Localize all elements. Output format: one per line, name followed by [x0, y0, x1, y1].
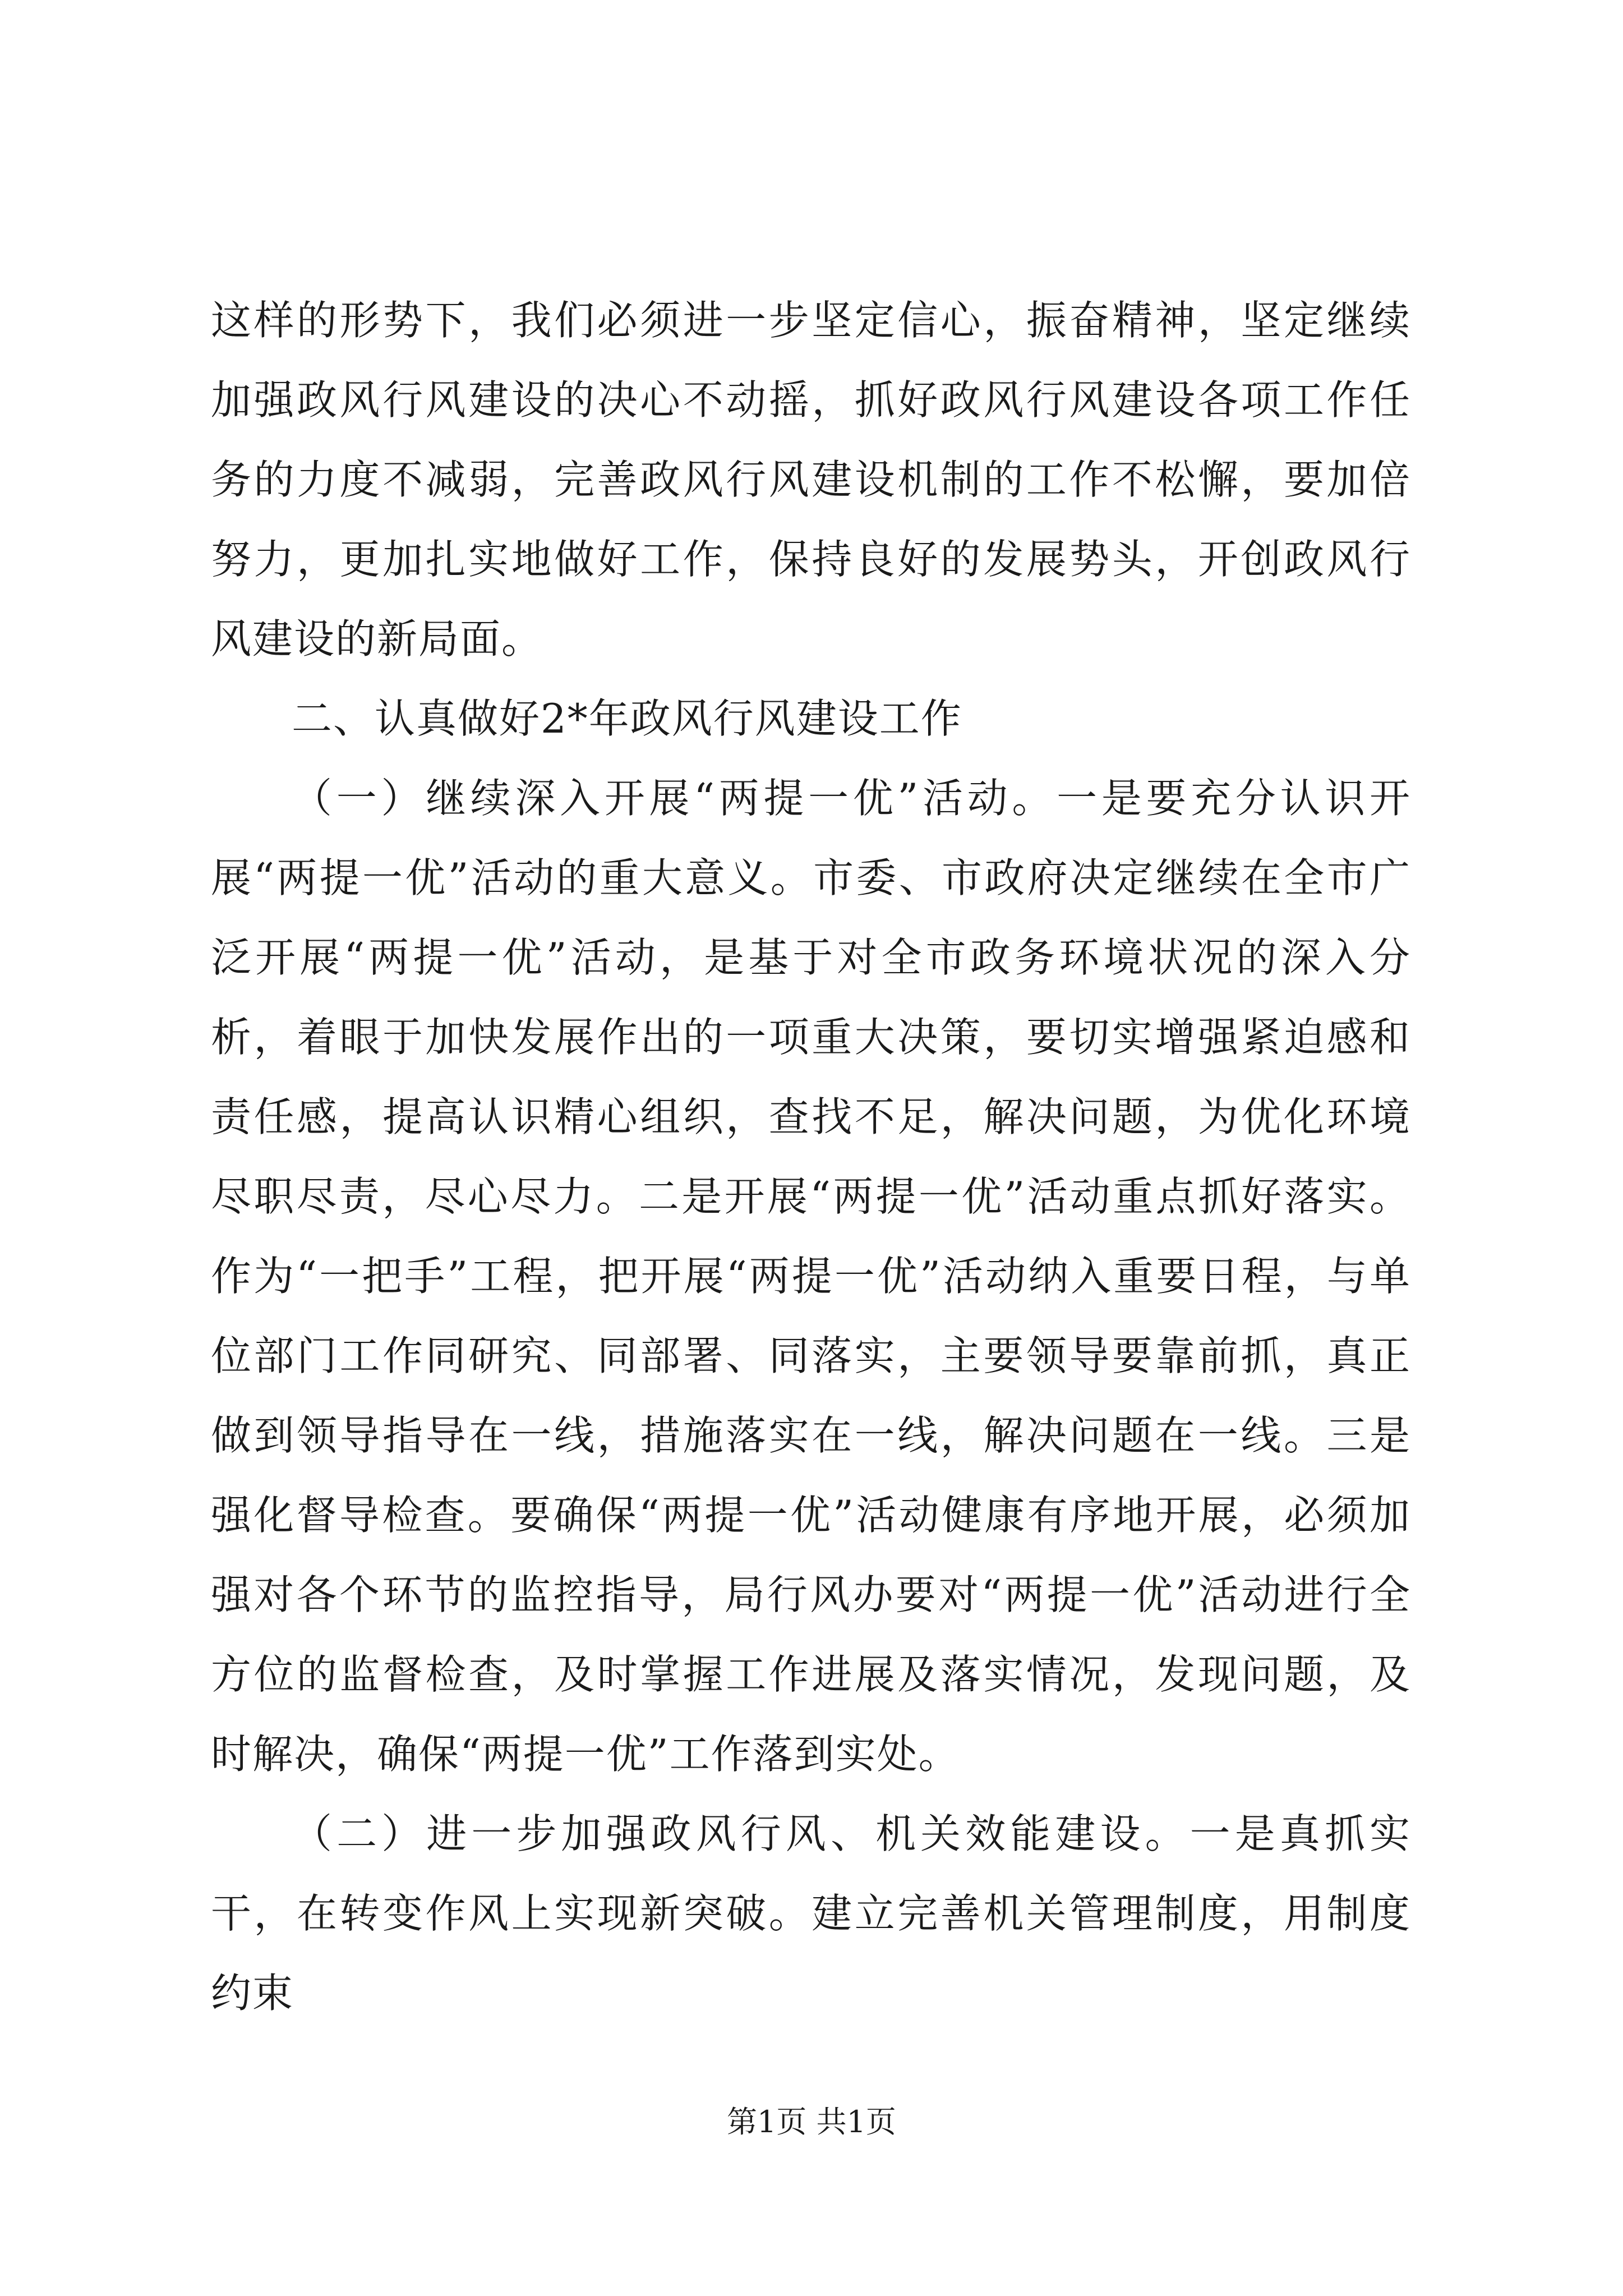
paragraph-continuation: 这样的形势下，我们必须进一步坚定信心，振奋精神，坚定继续加强政风行风建设的决心不动摇，抓好政风行风建设各项工作任务的力度不减弱，完善政风行风建设机制的工作不松懈，要加倍努力，更加扎实地做好工作，保持良好的发展势头，开创政风行风建设的新局面。 [211, 297, 1411, 662]
page-footer: 第1页 共1页 [727, 2104, 896, 2139]
document-body [211, 280, 1411, 2033]
paragraph-item-one: （一）继续深入开展“两提一优”活动。一是要充分认识开展“两提一优”活动的重大意义。市委、市政府决定继续在全市广泛开展“两提一优”活动，是基于对全市政务环境状况的深入分析，着眼于加快发展作出的一项重大决策，要切实增强紧迫感和责任感，提高认识精心组织，查找不足，解决问题，为优化环境尽职尽责，尽心尽力。二是开展“两提一优”活动重点抓好落实。作为“一把手”工程，把开展“两提一优”活动纳入重要日程，与单位部门工作同研究、同部署、同落实，主要领导要靠前抓，真正做到领导指导在一线，措施落实在一线，解决问题在一线。三是强化督导检查。要确保“两提一优”活动健康有序地开展，必须加强对各个环节的监控指导，局行风办要对“两提一优”活动进行全方位的监督检查，及时掌握工作进展及落实情况，发现问题，及时解决，确保“两提一优”工作落到实处。 [211, 775, 1411, 1778]
section-heading: 二、认真做好2*年政风行风建设工作 [292, 695, 962, 742]
paragraph-item-two: （二）进一步加强政风行风、机关效能建设。一是真抓实干，在转变作风上实现新突破。建立完善机关管理制度，用制度约束 [211, 1810, 1411, 2017]
